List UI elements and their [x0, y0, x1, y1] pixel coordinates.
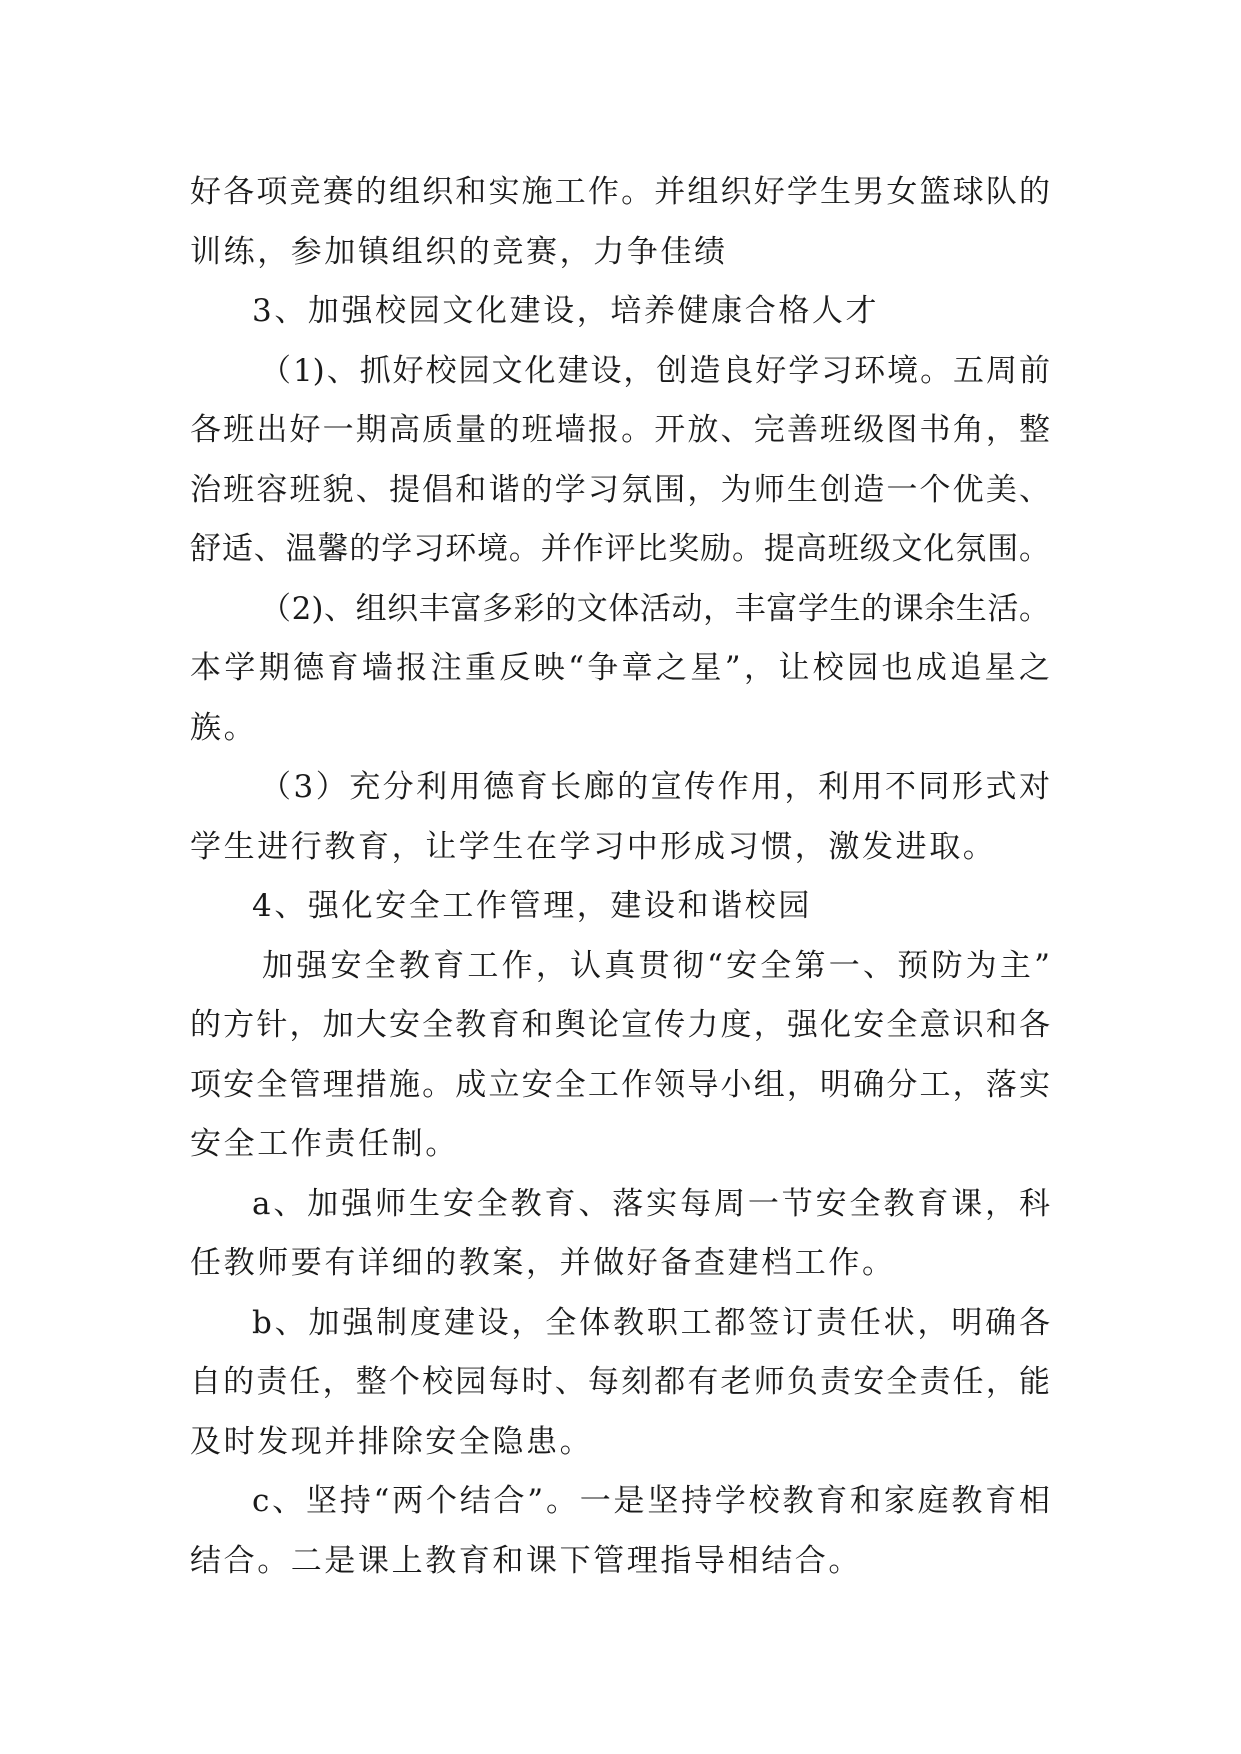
text-line: 及时发现并排除安全隐患。: [190, 1423, 594, 1460]
text-line: c、坚持“两个结合”。一是坚持学校教育和家庭教育相: [252, 1483, 1050, 1519]
text-line: （2)、组织丰富多彩的文体活动，丰富学生的课余生活。: [260, 590, 1050, 627]
text-line: 舒适、温馨的学习环境。并作评比奖励。提高班级文化氛围。: [190, 531, 1050, 567]
text-line: 学生进行教育，让学生在学习中形成习惯，激发进取。: [190, 828, 997, 865]
document-body: [190, 163, 1050, 1591]
text-line: 本学期德育墙报注重反映“争章之星”，让校园也成追星之: [190, 650, 1050, 686]
text-line: （1)、抓好校园文化建设，创造良好学习环境。五周前: [260, 352, 1050, 389]
text-line: 族。: [190, 709, 258, 746]
text-line: b、加强制度建设，全体教职工都签订责任状，明确各: [252, 1304, 1050, 1341]
text-line: 各班出好一期高质量的班墙报。开放、完善班级图书角，整: [190, 412, 1050, 448]
section-heading: 3、加强校园文化建设，培养健康合格人才: [252, 293, 880, 329]
text-line: 加强安全教育工作，认真贯彻“安全第一、预防为主”: [262, 947, 1050, 984]
section-heading: 4、强化安全工作管理，建设和谐校园: [252, 888, 812, 924]
text-line: 项安全管理措施。成立安全工作领导小组，明确分工，落实: [190, 1066, 1050, 1103]
text-line: 治班容班貌、提倡和谐的学习氛围，为师生创造一个优美、: [190, 471, 1050, 508]
text-line: 自的责任，整个校园每时、每刻都有老师负责安全责任，能: [190, 1364, 1050, 1400]
text-line: 好各项竞赛的组织和实施工作。并组织好学生男女篮球队的: [190, 174, 1050, 210]
text-line: （3）充分利用德育长廊的宣传作用，利用不同形式对: [260, 769, 1050, 805]
text-line: 的方针，加大安全教育和舆论宣传力度，强化安全意识和各: [190, 1007, 1050, 1043]
text-line: 安全工作责任制。: [190, 1126, 459, 1162]
text-line: 结合。二是课上教育和课下管理指导相结合。: [190, 1542, 862, 1579]
text-line: 训练，参加镇组织的竞赛，力争佳绩: [190, 233, 728, 270]
text-line: 任教师要有详细的教案，并做好备查建档工作。: [190, 1245, 896, 1281]
text-line: a、加强师生安全教育、落实每周一节安全教育课，科: [252, 1185, 1050, 1222]
